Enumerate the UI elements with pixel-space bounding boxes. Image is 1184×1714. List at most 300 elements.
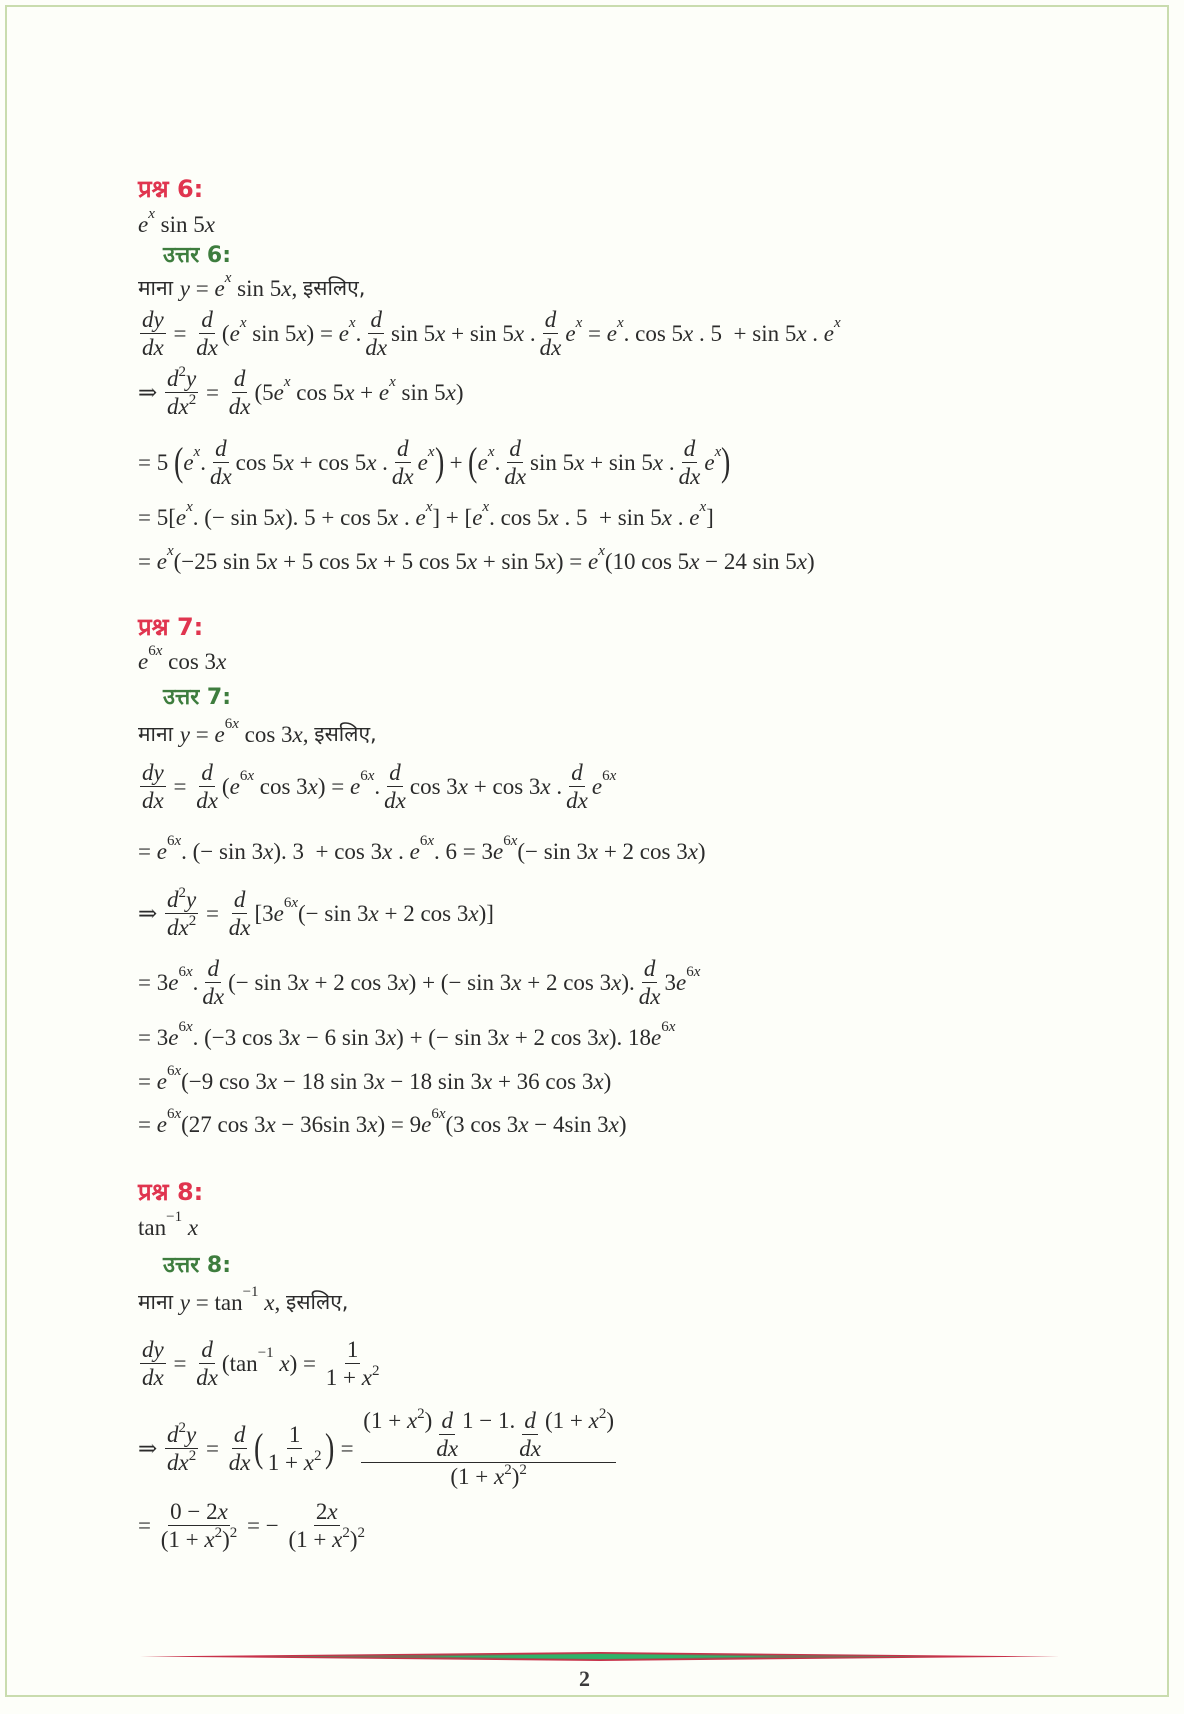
numerator bbox=[345, 1338, 361, 1364]
math-variable: x bbox=[668, 1018, 676, 1035]
math-variable: e bbox=[689, 504, 700, 530]
math-text: 6 bbox=[148, 642, 156, 659]
math-variable: e bbox=[229, 320, 240, 346]
fraction bbox=[140, 1338, 166, 1389]
superscript bbox=[602, 769, 616, 784]
math-text: + 2 cos 3 bbox=[378, 900, 469, 926]
math-text: 2 bbox=[214, 1524, 223, 1541]
math-variable: d bbox=[207, 955, 219, 981]
math-variable: x bbox=[296, 320, 307, 346]
math-variable: x bbox=[510, 832, 518, 849]
numerator bbox=[642, 957, 658, 983]
math-variable: e bbox=[138, 211, 149, 237]
math-variable: dx bbox=[504, 463, 527, 489]
answer-7-let bbox=[138, 715, 377, 747]
superscript bbox=[599, 1407, 607, 1422]
math-text: 2 bbox=[313, 1447, 322, 1464]
math-text: (− sin 3 bbox=[298, 900, 369, 926]
math-variable: e bbox=[675, 969, 687, 995]
math-text: ) + (− sin 3 bbox=[408, 969, 512, 995]
math-variable: e bbox=[229, 773, 240, 799]
math-text: . bbox=[398, 504, 416, 530]
math-text: . (− sin 3 bbox=[181, 838, 264, 864]
math-variable: x bbox=[545, 548, 556, 574]
numerator bbox=[140, 761, 166, 787]
answer-7-step-6 bbox=[138, 1062, 612, 1094]
superscript bbox=[482, 500, 489, 515]
math-text: 1 bbox=[346, 1336, 359, 1362]
math-variable: x bbox=[611, 969, 622, 995]
math-text: 2 bbox=[315, 1498, 328, 1524]
math-text: . 5 + sin 5 bbox=[558, 504, 662, 530]
numerator bbox=[165, 884, 198, 914]
superscript bbox=[189, 914, 197, 929]
numerator bbox=[507, 437, 523, 463]
denominator bbox=[448, 1463, 529, 1488]
math-variable: x bbox=[518, 1111, 529, 1137]
math-variable: e bbox=[472, 504, 483, 530]
fraction bbox=[208, 437, 234, 488]
denominator bbox=[363, 334, 389, 359]
superscript bbox=[576, 316, 583, 331]
superscript bbox=[426, 500, 433, 515]
math-variable: d bbox=[441, 1407, 453, 1433]
question-7-heading bbox=[138, 615, 203, 639]
fraction bbox=[227, 888, 253, 939]
denominator bbox=[140, 334, 166, 359]
math-variable: x bbox=[274, 504, 285, 530]
denominator bbox=[200, 983, 226, 1008]
math-text: (27 cos 3 bbox=[181, 1111, 266, 1137]
math-variable: y bbox=[186, 1421, 197, 1447]
superscript bbox=[167, 834, 181, 849]
math-variable: x bbox=[482, 498, 490, 515]
fraction bbox=[382, 761, 408, 812]
math-text: = bbox=[200, 900, 225, 926]
math-variable: dx bbox=[436, 1435, 459, 1461]
math-text: = − bbox=[241, 1512, 285, 1538]
numerator bbox=[569, 761, 585, 787]
math-variable: x bbox=[283, 373, 291, 390]
math-variable: e bbox=[591, 773, 603, 799]
math-variable: x bbox=[652, 449, 664, 475]
denominator bbox=[266, 1449, 324, 1474]
math-variable: x bbox=[427, 443, 435, 460]
math-text: ( bbox=[221, 320, 230, 346]
numerator bbox=[205, 957, 221, 983]
math-variable: x bbox=[616, 314, 624, 331]
math-variable: x bbox=[435, 320, 446, 346]
math-variable: x bbox=[374, 1068, 385, 1094]
superscript bbox=[358, 1526, 366, 1541]
math-text: cos 3 bbox=[253, 773, 308, 799]
math-text: प्रश्न 8: bbox=[138, 1178, 204, 1206]
math-text: . bbox=[376, 449, 388, 475]
math-text: sin 5 bbox=[395, 379, 446, 405]
math-variable: dx bbox=[228, 1449, 251, 1475]
math-variable: x bbox=[487, 443, 495, 460]
superscript bbox=[834, 316, 841, 331]
math-text: 1 − 1. bbox=[462, 1407, 516, 1433]
superscript bbox=[194, 445, 201, 460]
math-variable: dy bbox=[142, 759, 164, 785]
math-variable: x bbox=[187, 1214, 199, 1240]
math-text: , bbox=[274, 1289, 287, 1315]
math-text: 1 + bbox=[325, 1364, 362, 1390]
math-text: 2 bbox=[371, 1362, 380, 1379]
math-text: उत्तर 7: bbox=[163, 685, 232, 710]
math-variable: x bbox=[344, 379, 355, 405]
math-variable: x bbox=[327, 1498, 338, 1524]
superscript bbox=[178, 1020, 192, 1035]
math-text: (1 + bbox=[545, 1407, 589, 1433]
math-text: उत्तर 6: bbox=[163, 243, 232, 268]
answer-7-step-4 bbox=[138, 957, 700, 1008]
math-text: = bbox=[190, 275, 215, 301]
math-text: cos 3 bbox=[238, 721, 293, 747]
math-variable: x bbox=[217, 1498, 228, 1524]
math-text: 2 bbox=[178, 1419, 187, 1436]
superscript bbox=[504, 1463, 512, 1478]
denominator bbox=[208, 463, 234, 488]
fraction bbox=[564, 761, 590, 812]
math-variable: dx bbox=[142, 787, 164, 813]
answer-7-step-1 bbox=[138, 761, 616, 812]
math-text: + sin 5 bbox=[445, 320, 514, 346]
math-variable: x bbox=[389, 373, 396, 390]
math-variable: e bbox=[409, 838, 420, 864]
math-variable: x bbox=[714, 443, 722, 460]
large-bracket: ) bbox=[434, 439, 444, 484]
math-text: 6 bbox=[431, 1105, 439, 1122]
superscript bbox=[243, 1285, 259, 1300]
math-variable: x bbox=[247, 767, 254, 784]
math-text: ). 5 + cos 5 bbox=[284, 504, 389, 530]
math-variable: x bbox=[185, 1018, 193, 1035]
math-text: 2 bbox=[188, 391, 197, 408]
math-variable: x bbox=[511, 969, 522, 995]
math-variable: x bbox=[174, 832, 182, 849]
fraction bbox=[194, 1338, 220, 1389]
math-variable: x bbox=[661, 504, 672, 530]
hindi-text: इसलिए, bbox=[286, 1289, 349, 1314]
math-variable: x bbox=[204, 211, 215, 237]
math-text: )] bbox=[478, 900, 494, 926]
math-variable: d bbox=[509, 435, 521, 461]
math-text: (−25 sin 5 bbox=[173, 548, 268, 574]
math-variable: x bbox=[368, 900, 379, 926]
math-text: 2 bbox=[178, 884, 187, 901]
math-variable: x bbox=[609, 767, 617, 784]
math-text: + 5 cos 5 bbox=[377, 548, 467, 574]
hindi-text: इसलिए, bbox=[302, 275, 366, 300]
math-text: 2 bbox=[504, 1461, 512, 1478]
math-text: . bbox=[663, 449, 675, 475]
denominator bbox=[159, 1526, 240, 1551]
math-variable: dx bbox=[678, 463, 701, 489]
math-variable: x bbox=[687, 838, 698, 864]
math-text: = bbox=[190, 721, 215, 747]
math-variable: d bbox=[370, 306, 382, 332]
math-variable: e bbox=[168, 1024, 179, 1050]
math-variable: x bbox=[174, 1062, 182, 1079]
math-variable: d bbox=[233, 886, 246, 912]
math-text: 6 bbox=[178, 963, 186, 980]
fraction bbox=[159, 1500, 240, 1551]
math-variable: e bbox=[273, 379, 284, 405]
math-variable: dx bbox=[196, 334, 218, 360]
fraction bbox=[324, 1338, 382, 1389]
hindi-text: माना bbox=[138, 721, 180, 746]
denominator bbox=[140, 787, 166, 812]
numerator bbox=[232, 1423, 248, 1449]
superscript bbox=[167, 1107, 181, 1122]
math-variable: x bbox=[608, 1111, 619, 1137]
answer-7-heading bbox=[163, 687, 231, 709]
math-variable: x bbox=[366, 449, 377, 475]
numerator bbox=[140, 308, 166, 334]
superscript bbox=[503, 834, 517, 849]
math-text: (− sin 3 bbox=[517, 838, 588, 864]
denominator bbox=[502, 463, 528, 488]
math-text: sin 5 bbox=[231, 275, 282, 301]
math-variable: e bbox=[168, 969, 179, 995]
math-variable: e bbox=[156, 1068, 167, 1094]
math-variable: x bbox=[388, 504, 399, 530]
hindi-text: माना bbox=[138, 1289, 180, 1314]
math-variable: dx bbox=[202, 983, 225, 1009]
math-text: cos 3 bbox=[409, 773, 458, 799]
math-text: (tan bbox=[221, 1350, 258, 1376]
math-text: 6 bbox=[166, 1105, 175, 1122]
math-text: + cos 3 bbox=[468, 773, 541, 799]
superscript bbox=[342, 1526, 350, 1541]
denominator bbox=[538, 334, 564, 359]
superscript bbox=[519, 1463, 527, 1478]
math-variable: d bbox=[571, 759, 583, 785]
math-variable: x bbox=[425, 498, 433, 515]
math-text: = bbox=[138, 548, 157, 574]
math-text: (−9 cso 3 bbox=[181, 1068, 267, 1094]
math-text: = bbox=[138, 1111, 157, 1137]
math-variable: d bbox=[233, 365, 246, 391]
math-text: . bbox=[192, 969, 199, 995]
math-variable: e bbox=[183, 449, 194, 475]
math-text: ) + (− sin 3 bbox=[396, 1024, 499, 1050]
answer-7-step-7 bbox=[138, 1105, 627, 1137]
math-variable: y bbox=[186, 365, 197, 391]
math-text: 2 bbox=[188, 912, 197, 929]
numerator bbox=[140, 1338, 166, 1364]
superscript bbox=[431, 1107, 445, 1122]
math-text: 2 bbox=[342, 1524, 350, 1541]
math-variable: x bbox=[289, 1024, 301, 1050]
math-variable: dx bbox=[519, 1435, 541, 1461]
superscript bbox=[167, 1064, 181, 1079]
math-variable: dx bbox=[142, 334, 164, 360]
superscript bbox=[258, 1346, 274, 1361]
fraction bbox=[361, 1405, 616, 1489]
math-variable: x bbox=[382, 838, 393, 864]
denominator bbox=[286, 1526, 367, 1551]
math-variable: x bbox=[796, 548, 807, 574]
math-variable: x bbox=[834, 314, 841, 331]
math-variable: x bbox=[699, 498, 707, 515]
math-variable: x bbox=[548, 504, 559, 530]
math-text: . bbox=[374, 773, 381, 799]
denominator bbox=[227, 393, 253, 418]
math-variable: x bbox=[263, 838, 274, 864]
denominator bbox=[382, 787, 408, 812]
math-text: . bbox=[200, 449, 206, 475]
denominator bbox=[194, 334, 220, 359]
numerator bbox=[682, 437, 698, 463]
math-text: cos 5 bbox=[290, 379, 345, 405]
math-text: ) bbox=[424, 1407, 433, 1433]
math-variable: x bbox=[267, 548, 278, 574]
numerator bbox=[314, 1500, 340, 1526]
fraction bbox=[677, 437, 703, 488]
math-variable: x bbox=[292, 721, 303, 747]
math-text: − 36sin 3 bbox=[275, 1111, 368, 1137]
numerator bbox=[543, 308, 559, 334]
math-variable: x bbox=[148, 205, 155, 222]
math-variable: x bbox=[481, 1068, 493, 1094]
math-variable: e bbox=[175, 504, 187, 530]
math-text: = 5[ bbox=[138, 504, 176, 530]
math-variable: x bbox=[575, 314, 583, 331]
numerator bbox=[368, 308, 384, 334]
math-variable: dx bbox=[167, 393, 189, 419]
denominator bbox=[637, 983, 663, 1008]
answer-6-step-1 bbox=[138, 308, 841, 359]
math-text: 6 bbox=[360, 767, 368, 784]
question-7-expression bbox=[138, 642, 227, 674]
math-variable: x bbox=[427, 832, 434, 849]
math-variable: x bbox=[298, 969, 309, 995]
math-variable: dx bbox=[539, 334, 562, 360]
math-text: प्रश्न 6: bbox=[138, 175, 204, 203]
superscript bbox=[617, 316, 624, 331]
answer-6-step-3 bbox=[138, 437, 731, 488]
superscript bbox=[230, 1526, 238, 1541]
math-variable: x bbox=[366, 548, 378, 574]
numerator bbox=[199, 761, 215, 787]
fraction bbox=[286, 1500, 367, 1551]
math-text: + 2 cos 3 bbox=[521, 969, 612, 995]
math-variable: x bbox=[232, 715, 239, 732]
math-text: . bbox=[355, 320, 362, 346]
math-text: = bbox=[138, 838, 157, 864]
hindi-text: माना bbox=[138, 275, 180, 300]
superscript bbox=[284, 375, 291, 390]
math-text: ). 3 + cos 3 bbox=[273, 838, 383, 864]
math-text: − 18 sin 3 bbox=[384, 1068, 482, 1094]
denominator bbox=[227, 1449, 253, 1474]
math-text: 2 bbox=[357, 1524, 365, 1541]
math-variable: x bbox=[307, 773, 318, 799]
numerator bbox=[232, 367, 248, 393]
math-variable: y bbox=[179, 721, 190, 747]
math-variable: x bbox=[193, 443, 201, 460]
math-text: = bbox=[334, 1435, 360, 1461]
denominator bbox=[140, 1364, 166, 1389]
math-variable: x bbox=[588, 1407, 599, 1433]
fraction bbox=[165, 363, 198, 419]
math-text: (1 + bbox=[363, 1407, 407, 1433]
numerator bbox=[165, 363, 198, 393]
superscript bbox=[284, 896, 298, 911]
superscript bbox=[661, 1020, 675, 1035]
math-text: − 18 sin 3 bbox=[277, 1068, 375, 1094]
math-variable: d bbox=[683, 435, 696, 461]
denominator bbox=[517, 1435, 543, 1460]
math-text: = tan bbox=[190, 1289, 243, 1315]
math-variable: x bbox=[574, 449, 585, 475]
math-text: प्रश्न 7: bbox=[138, 613, 204, 641]
math-text: − 4sin 3 bbox=[528, 1111, 609, 1137]
math-variable: x bbox=[598, 1024, 609, 1050]
math-variable: d bbox=[397, 435, 409, 461]
math-variable: d bbox=[167, 886, 179, 912]
math-variable: x bbox=[498, 1024, 509, 1050]
fraction bbox=[194, 308, 220, 359]
math-text: cos 5 bbox=[235, 449, 284, 475]
math-text: 6 bbox=[166, 1062, 175, 1079]
superscript bbox=[389, 375, 396, 390]
math-text: = bbox=[138, 1068, 157, 1094]
denominator bbox=[434, 1435, 460, 1460]
answer-6-step-2 bbox=[138, 363, 464, 419]
math-variable: x bbox=[348, 314, 356, 331]
fraction bbox=[363, 308, 389, 359]
superscript bbox=[598, 544, 605, 559]
math-variable: e bbox=[138, 648, 149, 674]
math-text: = bbox=[167, 1350, 193, 1376]
math-text: 6 bbox=[239, 767, 248, 784]
fraction bbox=[538, 308, 564, 359]
math-variable: e bbox=[214, 721, 225, 747]
math-text: (10 cos 5 bbox=[604, 548, 690, 574]
math-text: , bbox=[302, 721, 315, 747]
math-text: sin 5 bbox=[246, 320, 297, 346]
superscript bbox=[186, 500, 193, 515]
numerator bbox=[199, 1338, 215, 1364]
math-variable: x bbox=[224, 269, 232, 286]
math-text: + cos 5 bbox=[293, 449, 367, 475]
answer-6-let bbox=[138, 269, 366, 301]
math-text: ) bbox=[806, 548, 815, 574]
math-variable: x bbox=[367, 1111, 378, 1137]
fraction bbox=[140, 308, 166, 359]
denominator bbox=[324, 1364, 382, 1389]
superscript bbox=[166, 1210, 182, 1225]
math-variable: x bbox=[494, 1463, 505, 1489]
question-6-expression bbox=[138, 205, 215, 237]
math-text: ). bbox=[621, 969, 635, 995]
math-text: ) bbox=[606, 1407, 615, 1433]
large-bracket: ( bbox=[254, 1425, 264, 1470]
superscript bbox=[488, 445, 495, 460]
math-variable: x bbox=[593, 1068, 604, 1094]
math-variable: d bbox=[167, 1421, 179, 1447]
math-text: . bbox=[392, 838, 410, 864]
superscript bbox=[420, 834, 434, 849]
math-variable: dx bbox=[209, 463, 232, 489]
math-variable: d bbox=[201, 759, 213, 785]
math-text: 6 bbox=[178, 1018, 186, 1035]
math-text: , bbox=[291, 275, 303, 301]
